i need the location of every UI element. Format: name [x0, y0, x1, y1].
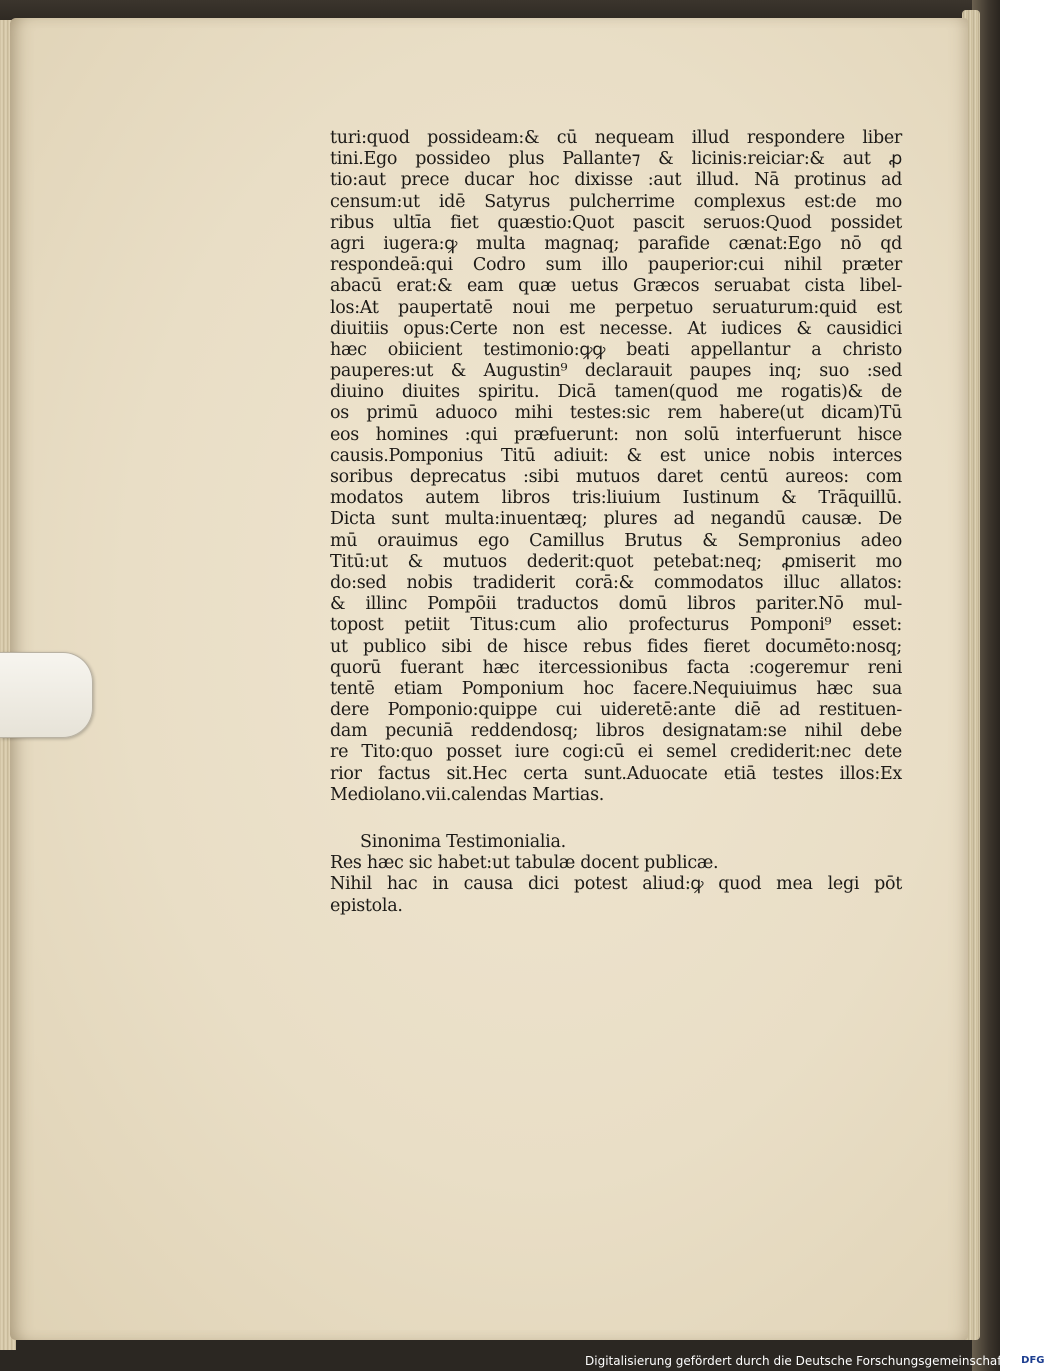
text-line: os primū aduoco mihi testes:sic rem habere(ut dicam)Tū [330, 403, 902, 424]
section-heading: Sinonima Testimonialia. [360, 832, 566, 852]
text-line: mū orauimus ego Camillus Brutus & Sempronius adeo [330, 530, 902, 551]
text-line: ribus ultīa fiet quæstio:Quot pascit seruos:Quod possidet [330, 212, 902, 233]
text-line: diuitiis opus:Certe non est necesse. At iudices & causidici [330, 318, 902, 339]
section-line: epistola. [330, 895, 403, 916]
text-line: topost petiit Titus:cum alio profecturus Pomponi⁹ esset: [330, 615, 902, 636]
text-line: censum:ut idē Satyrus pulcherrime complexus est:de mo [330, 191, 902, 212]
section-line: Nihil hac in causa dici potest aliud:ꝙ quod mea legi pōt [330, 874, 902, 895]
text-line: turi:quod possideam:& cū nequeam illud respondere liber [330, 128, 902, 148]
text-line: tini.Ego possideo plus Pallante⁊ & licinis:reiciar:& aut ꝓ [330, 149, 902, 170]
text-line: tio:aut prece ducar hoc dixisse :aut illud. Nā protinus ad [330, 170, 902, 191]
text-line: causis.Pomponius Titū adiuit: & est unice nobis interces [330, 445, 902, 466]
dfg-logo: DFG [1018, 1354, 1047, 1368]
section-line: Res hæc sic habet:ut tabulæ docent publicæ. [330, 853, 719, 874]
text-line: Dicta sunt multa:inuentæq; plures ad negandū causæ. De [330, 509, 902, 530]
text-line: eos homines :qui præfuerunt: non solū interfuerunt hisce [330, 424, 902, 445]
text-line: abacū erat:& eam quæ uetus Græcos seruabat cista libel‑ [330, 276, 902, 297]
text-line: ut publico sibi de hisce rebus fides fieret documēto:nosq; [330, 636, 902, 657]
text-line: pauperes:ut & Augustin⁹ declarauit paupes inq; suo :sed [330, 361, 902, 382]
text-line: rior factus sit.Hec certa sunt.Aduocate etiā testes illos:Ex [330, 763, 902, 784]
text-line: re Tito:quo posset iure cogi:cū ei semel crediderit:nec dete [330, 742, 902, 763]
credit-text: Digitalisierung gefördert durch die Deutsche Forschungsgemeinschaft - [585, 1354, 1015, 1368]
text-line: soribus deprecatus :sibi mutuos daret centū aureos: com [330, 467, 902, 487]
page-clip [0, 652, 93, 738]
text-line: do:sed nobis tradiderit corā:& commodatos illuc allatos: [330, 572, 902, 593]
text-line: hæc obiicient testimonio:ꝙꝙ beati appellantur a christo [330, 339, 902, 360]
text-line: dere Pomponio:quippe cui uideretē:ante diē ad restituen‑ [330, 700, 902, 721]
text-line: respondeā:qui Codro sum illo pauperior:cui nihil præter [330, 255, 902, 276]
text-line: diuino diuites spiritu. Dicā tamen(quod me rogatis)& de [330, 382, 902, 403]
text-line: agri iugera:ꝙ multa magnaq; parafide cænat:Ego nō qd [330, 233, 902, 254]
digitization-credit [585, 1351, 1048, 1371]
main-text-block [330, 128, 902, 917]
text-line: los:At paupertatē noui me perpetuo seruaturum:quid est [330, 297, 902, 318]
text-line: Titū:ut & mutuos dederit:quot petebat:neq; ꝓmiserit mo [330, 551, 902, 572]
text-line: tentē etiam Pomponium hoc facere.Nequiuimus hæc sua [330, 678, 902, 699]
text-line: Mediolano.vii.calendas Martias. [330, 784, 605, 805]
text-line: modatos autem libros tris:liuium Iustinum & Trāquillū. [330, 488, 902, 509]
text-line: & illinc Pompōii traductos domū libros pariter.Nō mul‑ [330, 594, 902, 615]
text-line: dam pecuniā reddendosq; libros designatam:se nihil debe [330, 721, 902, 742]
text-line: quorū fuerant hæc itercessionibus facta :cogeremur reni [330, 657, 902, 678]
